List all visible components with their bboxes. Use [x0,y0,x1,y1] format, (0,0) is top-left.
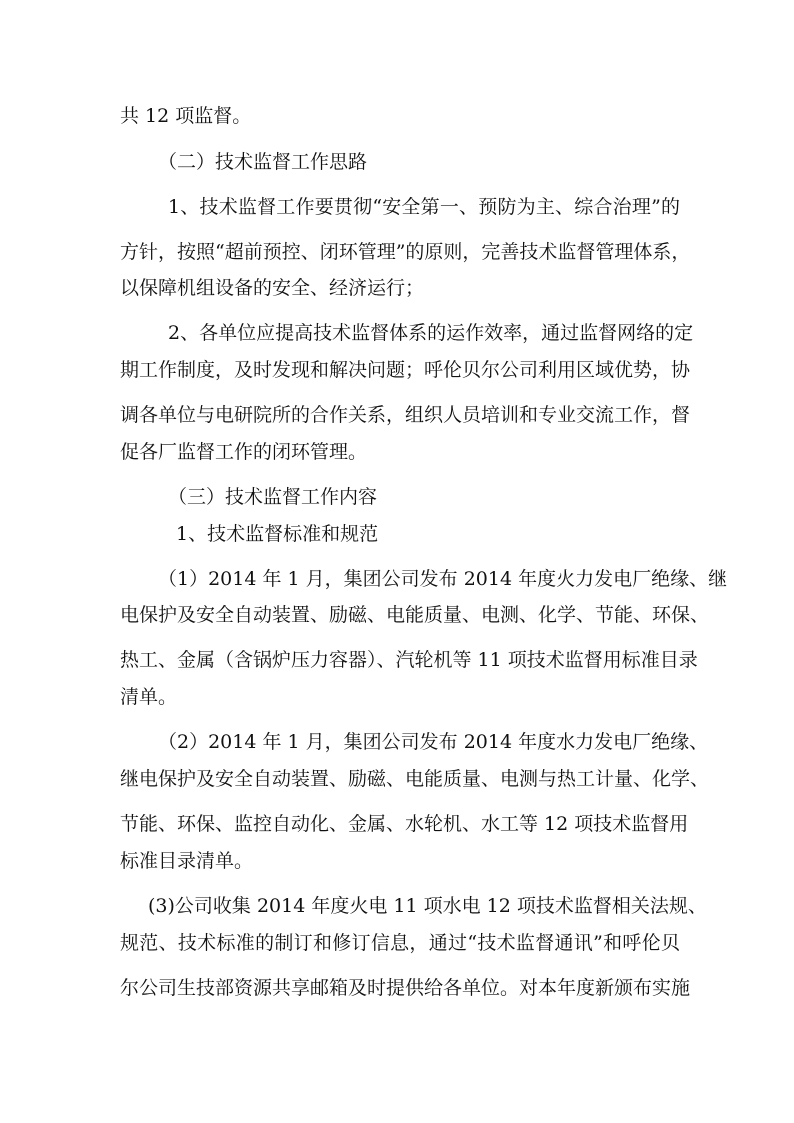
text-line-15: 清单。 [120,686,178,708]
text-line-13: 电保护及安全自动装置、励磁、电能质量、电测、化学、节能、环保、 [120,604,710,626]
text-line-17: 继电保护及安全自动装置、励磁、电能质量、电测与热工计量、化学、 [120,768,710,790]
text-line-18: 节能、环保、监控自动化、金属、水轮机、水工等 12 项技术监督用 [120,813,689,835]
text-line-9: 促各厂监督工作的闭环管理。 [120,441,368,463]
text-line-6: 2、各单位应提高技术监督体系的运作效率，通过监督网络的定 [168,322,694,344]
text-line-4: 方针，按照“超前预控、闭环管理”的原则，完善技术监督管理体系， [120,241,691,263]
text-line-5: 以保障机组设备的安全、经济运行； [120,277,425,299]
text-line-21: 规范、技术标准的制订和修订信息，通过“技术监督通讯”和呼伦贝 [120,932,680,954]
text-line-1: 共 12 项监督。 [120,105,252,127]
text-line-12: （1）2014 年 1 月，集团公司发布 2014 年度火力发电厂绝缘、继 [158,568,728,590]
text-line-8: 调各单位与电研院所的合作关系，组织人员培训和专业交流工作，督 [120,404,691,426]
text-line-7: 期工作制度，及时发现和解决问题；呼伦贝尔公司利用区域优势，协 [120,359,691,381]
subsection-heading-1: 1、技术监督标准和规范 [176,523,379,545]
section-heading-3: （三）技术监督工作内容 [168,486,378,508]
text-line-3: 1、技术监督工作要贯彻“安全第一、预防为主、综合治理”的 [168,196,680,218]
text-line-14: 热工、金属（含锅炉压力容器）、汽轮机等 11 项技术监督用标准目录 [120,649,698,671]
text-line-20: (3)公司收集 2014 年度火电 11 项水电 12 项技术监督相关法规、 [148,895,707,917]
text-line-19: 标准目录清单。 [120,850,254,872]
text-line-16: （2）2014 年 1 月，集团公司发布 2014 年度水力发电厂绝缘、 [158,731,709,753]
section-heading-2: （二）技术监督工作思路 [158,151,368,173]
text-line-22: 尔公司生技部资源共享邮箱及时提供给各单位。对本年度新颁布实施 [120,977,691,999]
